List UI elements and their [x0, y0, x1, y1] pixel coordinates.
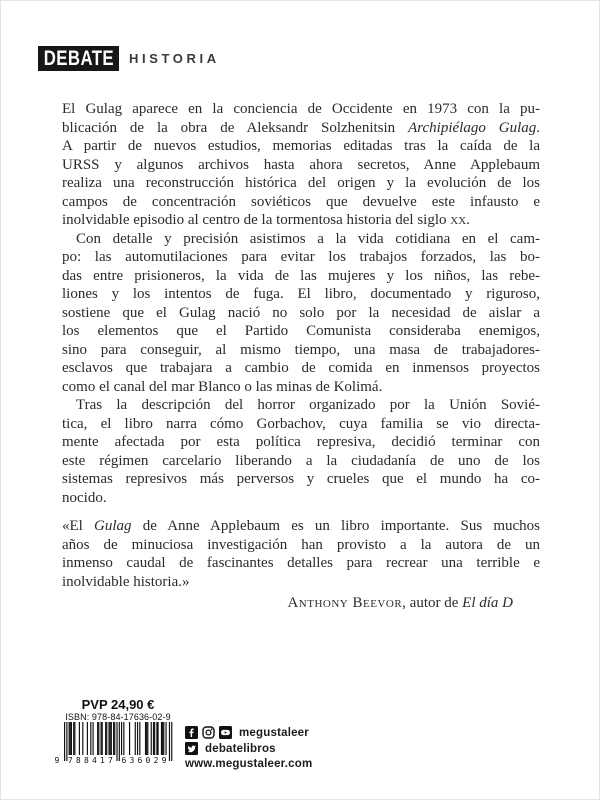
- debate-logo: [38, 46, 119, 71]
- pull-quote: «El Gulag de Anne Applebaum es un libro importante. Sus muchos años de minuciosa investigación han provisto a la autora de un inmenso caudal de fascinantes detalles para recrear una terrible e inolvidable historia.»: [62, 518, 540, 590]
- social-handle-debatelibros: debatelibros: [205, 742, 276, 755]
- youtube-icon: [219, 726, 232, 739]
- quote-attribution: Anthony Beevor, autor de El día D: [287, 595, 513, 611]
- social-row-1: [185, 726, 312, 739]
- social-handle-megustaleer: megustaleer: [239, 726, 309, 739]
- svg-text:788417: 788417: [67, 756, 113, 764]
- price-label: PVP 24,90 €: [81, 697, 155, 712]
- social-row-2: [185, 742, 312, 755]
- synopsis-text: El Gulag aparece en la conciencia de Occidente en 1973 con la pu- blicación de la obra de Aleksandr Solzhenitsin Archipiélago Gulag. A partir de nuevos estudios, memorias editadas tras la caída de la URSS y algunos archivos hasta ahora secretos, Anne Applebaum realiza una reconstrucción histórica del origen y la evolución de los campos de concentración soviéticos que devuelve este infausto e inolvidable episodio al centro de la tormentosa historia del siglo xx. Con detalle y precisión asistimos a la vida cotidiana en el cam- po: las automutilaciones para evitar los trabajos forzados, las bo- das entre prisioneros, la vida de las mujeres y los niños, las rebe- liones y los intentos de fuga. El libro, documentado y riguroso, sostiene que el Gulag nació no solo por la necesidad de aislar a los elementos que el Partido Comunista consideraba enemigos, sino para conseguir, al mismo tiempo, una masa de trabajadores- esclavos que trabajara a cambio de comida en inmensos proyectos como el canal del mar Blanco o las minas de Kolimá. Tras la descripción del horror organizado por la Unión Sovié- tica, el libro narra cómo Gorbachov, cuya familia se vio directa- mente afectada por esta política represiva, decidió terminar con este régimen carcelario liberando a la ciudadanía de uno de los sistemas represivos más perversos y crueles que el mundo ha co- nocido.: [62, 101, 540, 506]
- synopsis-column: [62, 100, 540, 613]
- svg-text:636029: 636029: [121, 756, 167, 764]
- instagram-icon: [202, 726, 215, 739]
- social-block: [185, 726, 312, 770]
- website-url: www.megustaleer.com: [185, 758, 313, 770]
- imprint-label: DEBATE: [43, 47, 114, 70]
- svg-text:9: 9: [54, 756, 60, 764]
- facebook-icon: [185, 726, 198, 739]
- twitter-icon: [185, 742, 198, 755]
- isbn-label: ISBN: 978-84-17636-02-9: [65, 712, 171, 722]
- ean-barcode: [52, 722, 174, 764]
- collection-label: HISTORIA: [129, 51, 220, 66]
